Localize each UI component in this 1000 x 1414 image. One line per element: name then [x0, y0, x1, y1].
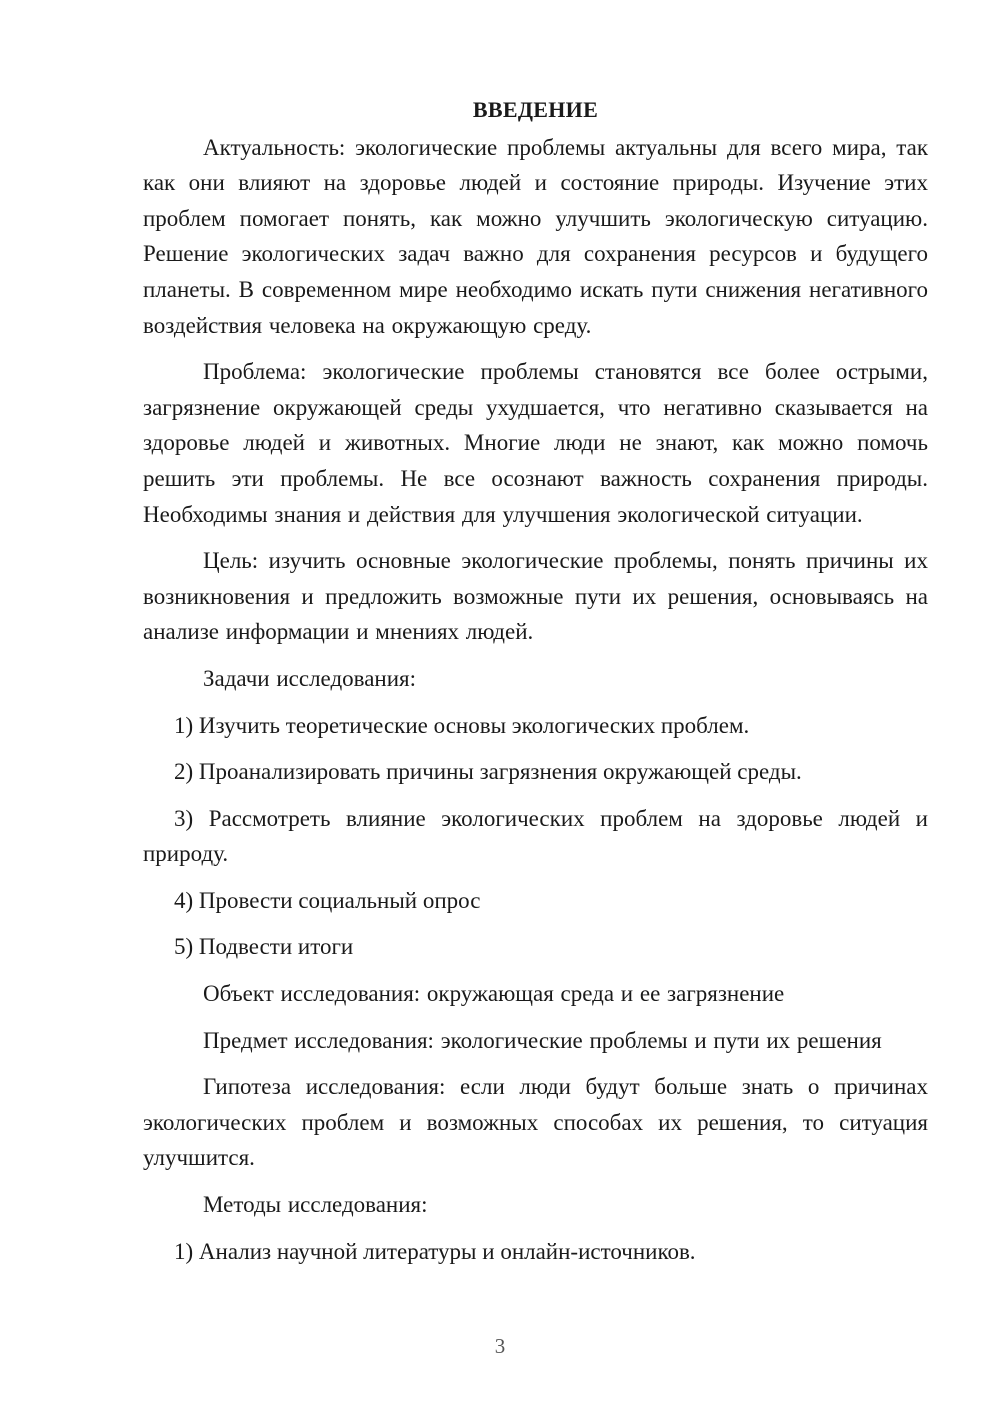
research-object: Объект исследования: окружающая среда и ее загрязнение	[203, 981, 785, 1007]
goal-paragraph: Цель: изучить основные экологические проблемы, понять причины их возникновения и предложить возможные пути их решения, основываясь на анализе информации и мнениях людей.	[143, 548, 928, 645]
task-item-2: 2) Проанализировать причины загрязнения окружающей среды.	[174, 759, 802, 785]
methods-heading: Методы исследования:	[203, 1192, 428, 1218]
page-number: 3	[494, 1334, 506, 1358]
problem-paragraph: Проблема: экологические проблемы становятся все более острыми, загрязнение окружающей среды ухудшается, что негативно сказывается на здоровье людей и животных. Многие люди не знают, как можно помочь решить эти проблемы. Не все осознают важность сохранения природы. Необходимы знания и действия для улучшения экологической ситуации.	[143, 359, 928, 527]
research-hypothesis: Гипотеза исследования: если люди будут больше знать о причинах экологических проблем и возможных способах их решения, то ситуация улучшится.	[143, 1074, 928, 1171]
section-title: ВВЕДЕНИЕ	[472, 97, 599, 122]
task-item-4: 4) Провести социальный опрос	[174, 887, 481, 913]
method-item-1: 1) Анализ научной литературы и онлайн-источников.	[174, 1238, 696, 1264]
task-item-3: 3) Рассмотреть влияние экологических проблем на здоровье людей и природу.	[143, 805, 928, 867]
task-item-5: 5) Подвести итоги	[174, 934, 354, 960]
tasks-heading: Задачи исследования:	[203, 665, 417, 691]
relevance-paragraph: Актуальность: экологические проблемы актуальны для всего мира, так как они влияют на здоровье людей и состояние природы. Изучение этих проблем помогает понять, как можно улучшить экологическую ситуацию. Решение экологических задач важно для сохранения ресурсов и будущего планеты. В современном мире необходимо искать пути снижения негативного воздействия человека на окружающую среду.	[143, 134, 928, 338]
document-page	[143, 92, 928, 1280]
research-subject: Предмет исследования: экологические проблемы и пути их решения	[203, 1027, 882, 1053]
task-item-1: 1) Изучить теоретические основы экологических проблем.	[174, 712, 750, 738]
